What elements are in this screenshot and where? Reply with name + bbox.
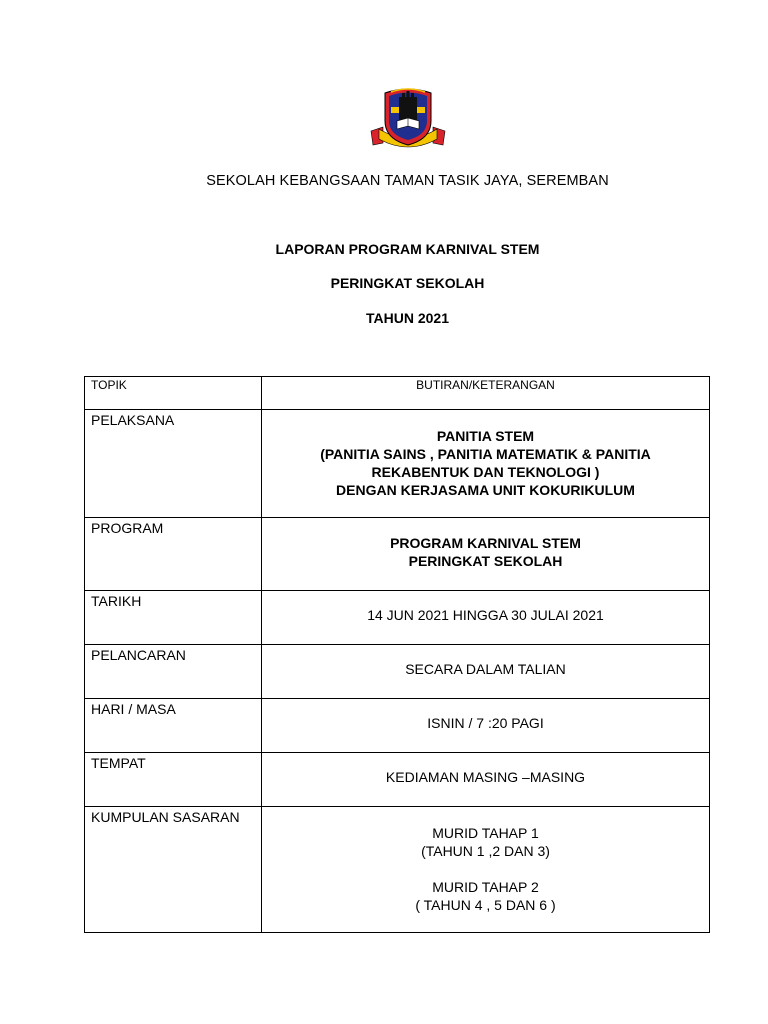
row-value-line: 14 JUN 2021 HINGGA 30 JULAI 2021 bbox=[367, 607, 604, 623]
row-value-line: PANITIA STEM bbox=[436, 428, 535, 444]
table-row bbox=[85, 410, 710, 518]
table-header-row bbox=[85, 377, 710, 410]
table-row bbox=[85, 591, 710, 645]
row-label: KUMPULAN SASARAN bbox=[91, 809, 240, 825]
row-value-line: DENGAN KERJASAMA UNIT KOKURIKULUM bbox=[336, 482, 635, 498]
report-year: TAHUN 2021 bbox=[366, 310, 449, 326]
table-row bbox=[85, 699, 710, 753]
table-row bbox=[85, 807, 710, 933]
row-value-line: KEDIAMAN MASING –MASING bbox=[385, 769, 586, 785]
school-name: SEKOLAH KEBANGSAAN TAMAN TASIK JAYA, SEREMBAN bbox=[206, 173, 609, 189]
row-label: PELANCARAN bbox=[91, 647, 186, 663]
school-crest-icon bbox=[369, 83, 447, 153]
table-row bbox=[85, 753, 710, 807]
row-value-line: SECARA DALAM TALIAN bbox=[405, 661, 566, 677]
header-topic: TOPIK bbox=[91, 378, 127, 392]
row-label: TEMPAT bbox=[91, 755, 146, 771]
row-value-line: PROGRAM KARNIVAL STEM bbox=[390, 535, 581, 551]
row-value-line: ( TAHUN 4 , 5 DAN 6 ) bbox=[415, 897, 556, 913]
report-table bbox=[84, 376, 710, 933]
row-value-line: MURID TAHAP 1 bbox=[432, 825, 539, 841]
row-label: PELAKSANA bbox=[91, 412, 175, 428]
row-label: HARI / MASA bbox=[91, 701, 176, 717]
row-value-line: PERINGKAT SEKOLAH bbox=[408, 553, 563, 569]
row-value-line: ISNIN / 7 :20 PAGI bbox=[427, 715, 544, 731]
school-logo bbox=[369, 83, 447, 153]
row-value-line: MURID TAHAP 2 bbox=[432, 879, 539, 895]
row-value-line: (PANITIA SAINS , PANITIA MATEMATIK & PANITIA bbox=[320, 446, 651, 462]
report-subtitle: PERINGKAT SEKOLAH bbox=[330, 275, 485, 291]
row-label: TARIKH bbox=[91, 593, 142, 609]
row-value-line: (TAHUN 1 ,2 DAN 3) bbox=[421, 843, 550, 859]
row-value-line: REKABENTUK DAN TEKNOLOGI ) bbox=[371, 464, 600, 480]
table-row bbox=[85, 518, 710, 591]
header-details: BUTIRAN/KETERANGAN bbox=[416, 378, 555, 392]
table-row bbox=[85, 645, 710, 699]
report-title: LAPORAN PROGRAM KARNIVAL STEM bbox=[275, 241, 540, 257]
row-label: PROGRAM bbox=[91, 520, 164, 536]
